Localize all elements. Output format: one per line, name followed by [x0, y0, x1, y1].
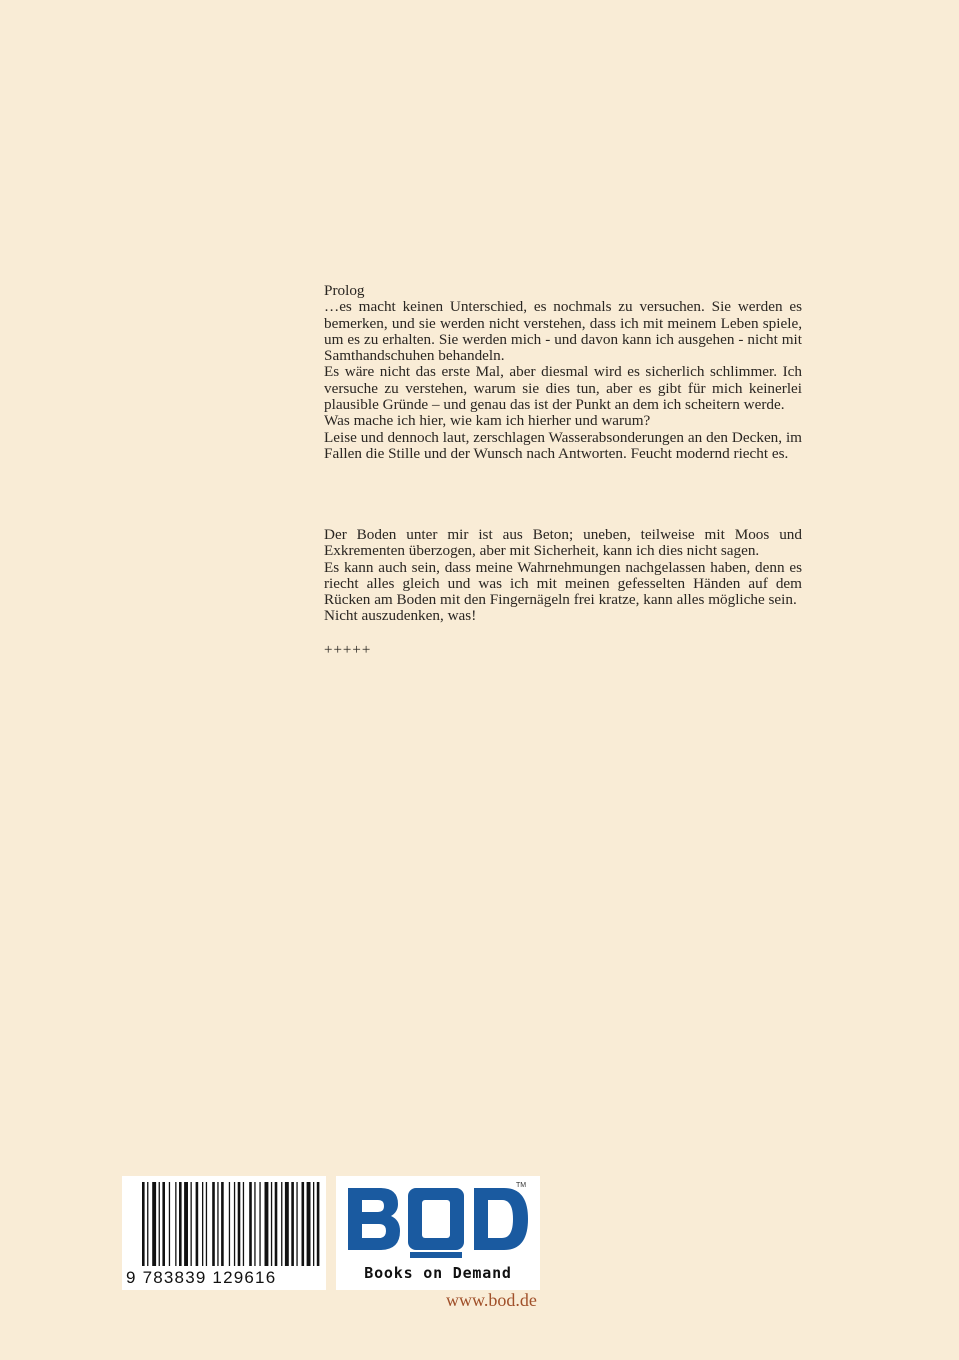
boden-paragraph-2: Es kann auch sein, dass meine Wahrnehmungen nachgelassen haben, denn es riecht alles gleich und was ich mit meinen gefesselten Händen auf dem Rücken am Boden mit den Fingernägeln frei kratze, kann alles mögliche sein. [324, 558, 802, 609]
prolog-section [324, 283, 802, 462]
website-url: www.bod.de [446, 1290, 537, 1310]
boden-paragraph-3: Nicht auszudenken, was! [324, 607, 477, 625]
prolog-paragraph-2: Es wäre nicht das erste Mal, aber diesmal wird es sicherlich schlimmer. Ich versuche zu verstehen, warum sie dies tun, aber es gibt für mich keinerlei plausible Gründe – und genau das ist der Punkt an dem ich scheitern werde. [324, 363, 802, 414]
prolog-heading: Prolog [324, 282, 365, 299]
bod-logo [336, 1176, 540, 1290]
prolog-paragraph-3: Was mache ich hier, wie kam ich hierher und warum? [324, 412, 651, 430]
boden-section [324, 527, 802, 625]
prolog-paragraph-4: Leise und dennoch laut, zerschlagen Wasserabsonderungen an den Decken, im Fallen die Stille und der Wunsch nach Antworten. Feucht modernd riecht es. [324, 428, 802, 462]
prolog-paragraph-1: …es macht keinen Unterschied, es nochmals zu versuchen. Sie werden es bemerken, und sie werden nicht verstehen, dass ich mit meinem Leben spiele, um es zu erhalten. Sie werden mich - und davon kann ich ausgehen - nicht mit Samthandschuhen behandeln. [324, 298, 802, 365]
section-separator: +++++ [324, 642, 372, 658]
boden-paragraph-1: Der Boden unter mir ist aus Beton; uneben, teilweise mit Moos und Exkrementen überzogen, aber mit Sicherheit, kann ich dies nicht sagen. [324, 526, 802, 560]
bod-tagline: Books on Demand [364, 1264, 512, 1282]
trademark-label: TM [516, 1182, 527, 1189]
isbn-barcode [122, 1176, 326, 1290]
barcode-digits: 9 783839 129616 [126, 1268, 277, 1287]
